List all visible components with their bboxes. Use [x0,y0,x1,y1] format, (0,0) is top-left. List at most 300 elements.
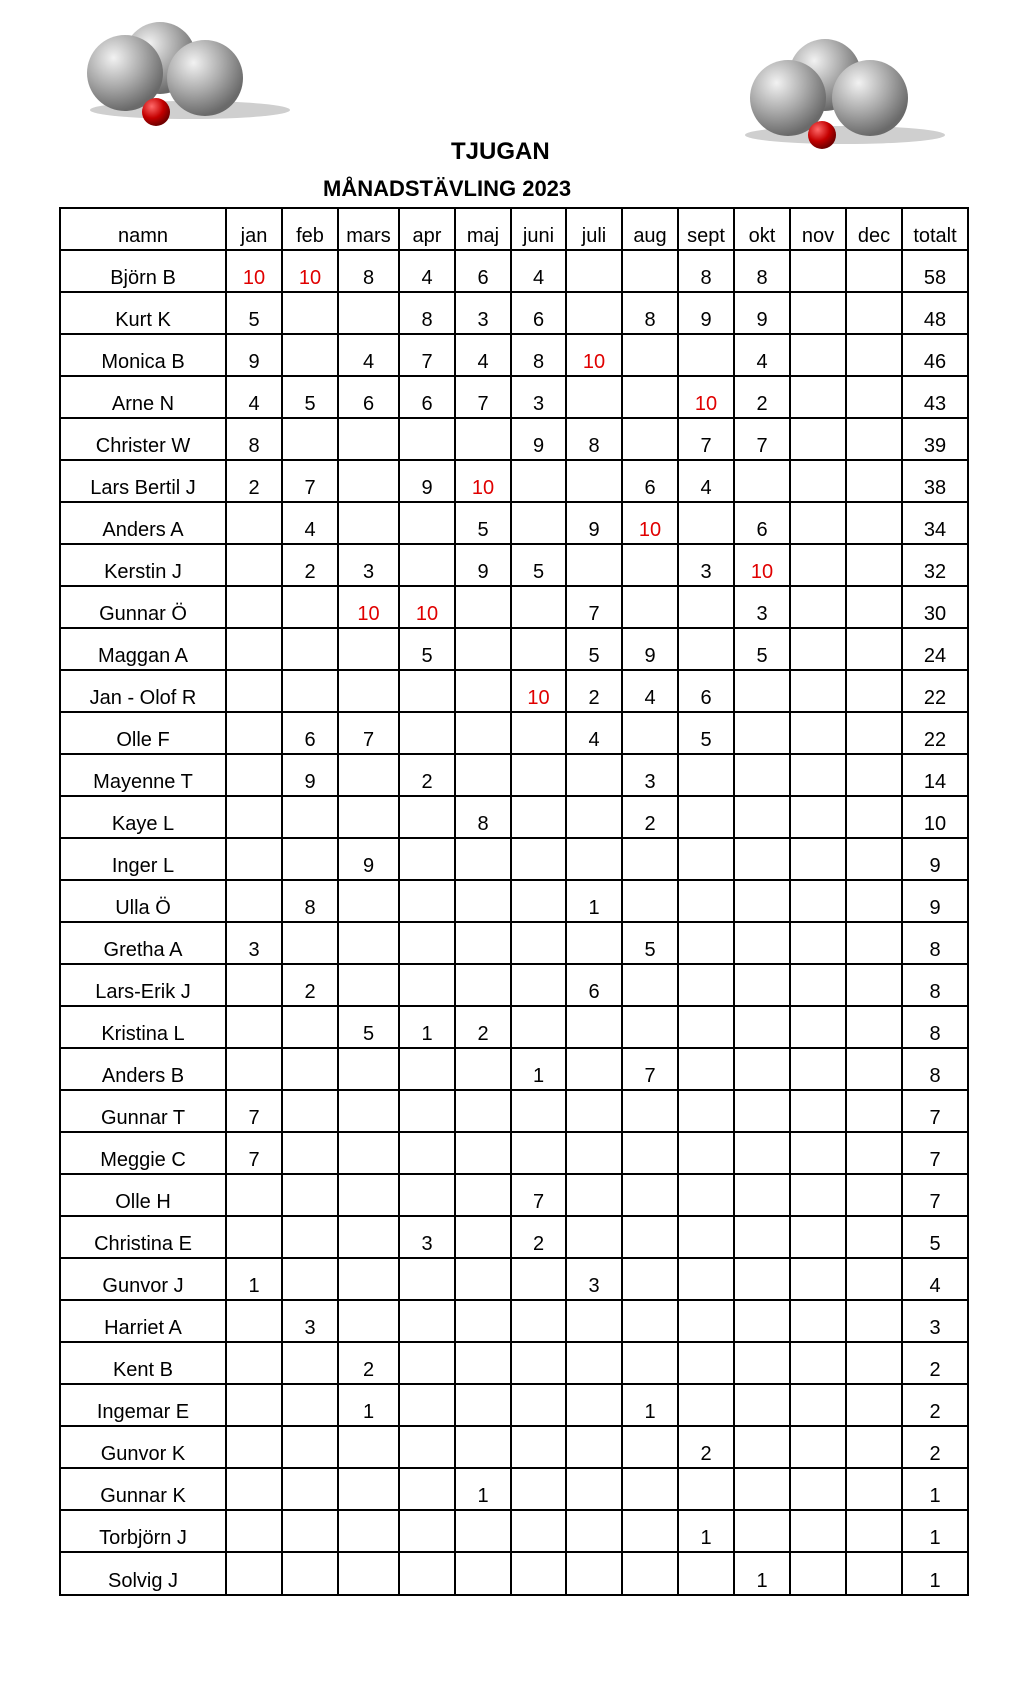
score-cell: 2 [338,1342,399,1384]
score-cell [678,1216,734,1258]
total-cell: 2 [902,1426,968,1468]
score-cell: 10 [511,670,566,712]
score-cell [846,502,902,544]
score-cell [622,250,678,292]
score-cell: 10 [399,586,455,628]
score-cell [282,1468,338,1510]
column-header-col8: aug [622,208,678,250]
score-cell [846,1258,902,1300]
column-header-col9: sept [678,208,734,250]
score-cell: 2 [511,1216,566,1258]
score-cell: 3 [622,754,678,796]
table-row [60,418,968,460]
petanque-balls-image [80,10,300,130]
score-cell: 10 [678,376,734,418]
score-cell [678,754,734,796]
table-row [60,754,968,796]
score-cell [790,586,846,628]
score-cell [282,1132,338,1174]
score-cell [226,1006,282,1048]
score-cell: 9 [678,292,734,334]
score-cell [846,1174,902,1216]
column-header-col13: totalt [902,208,968,250]
score-cell [678,334,734,376]
score-cell [282,628,338,670]
score-cell [790,1006,846,1048]
score-cell: 3 [678,544,734,586]
score-cell: 10 [622,502,678,544]
total-cell: 5 [902,1216,968,1258]
score-cell: 5 [511,544,566,586]
score-cell: 1 [226,1258,282,1300]
score-cell [846,1006,902,1048]
score-cell [282,1174,338,1216]
score-cell [566,1300,622,1342]
total-cell: 8 [902,1048,968,1090]
score-cell: 4 [678,460,734,502]
score-cell [566,1510,622,1552]
table-header-row [60,208,968,250]
table-row [60,502,968,544]
score-cell: 8 [678,250,734,292]
score-cell [399,1510,455,1552]
score-cell [566,838,622,880]
player-name: Olle H [60,1174,226,1216]
score-cell: 7 [338,712,399,754]
score-cell: 1 [511,1048,566,1090]
page-subtitle-text: MÅNADSTÄVLING 2023 [323,176,572,201]
score-cell [622,1426,678,1468]
total-cell: 14 [902,754,968,796]
score-cell: 7 [622,1048,678,1090]
score-cell [622,838,678,880]
score-cell: 7 [511,1174,566,1216]
score-cell [790,418,846,460]
score-cell [282,1384,338,1426]
score-cell [338,292,399,334]
score-cell [734,1342,790,1384]
score-cell [566,1468,622,1510]
table-row [60,670,968,712]
score-cell [678,586,734,628]
score-cell [399,922,455,964]
score-cell [734,754,790,796]
score-cell [678,1552,734,1595]
score-cell [511,1552,566,1595]
score-cell [678,1090,734,1132]
score-cell [846,922,902,964]
score-cell [790,1468,846,1510]
table-row [60,796,968,838]
player-name: Arne N [60,376,226,418]
score-cell [790,292,846,334]
score-cell [846,544,902,586]
player-name: Harriet A [60,1300,226,1342]
score-cell [734,712,790,754]
score-cell [566,544,622,586]
score-cell: 4 [566,712,622,754]
page-title-text: TJUGAN [451,138,550,165]
column-header-col7: juli [566,208,622,250]
score-cell: 4 [226,376,282,418]
score-cell [846,1552,902,1595]
total-cell: 34 [902,502,968,544]
score-cell [566,1552,622,1595]
score-cell [678,1384,734,1426]
score-cell: 9 [566,502,622,544]
score-cell [566,1090,622,1132]
score-cell [399,1552,455,1595]
score-cell [338,796,399,838]
total-cell: 9 [902,880,968,922]
score-cell [455,1174,511,1216]
score-cell [846,1090,902,1132]
score-cell [511,460,566,502]
score-cell [455,586,511,628]
score-cell [399,1174,455,1216]
total-cell: 4 [902,1258,968,1300]
score-cell: 7 [399,334,455,376]
score-cell: 9 [338,838,399,880]
score-cell [511,838,566,880]
score-cell [846,880,902,922]
player-name: Gunnar T [60,1090,226,1132]
table-row [60,334,968,376]
score-cell [566,796,622,838]
total-cell: 10 [902,796,968,838]
score-cell [282,1510,338,1552]
column-header-col12: dec [846,208,902,250]
player-name: Torbjörn J [60,1510,226,1552]
score-cell [846,334,902,376]
score-cell [511,712,566,754]
score-cell [455,1342,511,1384]
score-cell: 6 [399,376,455,418]
score-cell: 7 [734,418,790,460]
total-cell: 43 [902,376,968,418]
score-cell: 2 [226,460,282,502]
score-cell: 3 [226,922,282,964]
score-cell: 3 [734,586,790,628]
score-cell: 2 [678,1426,734,1468]
score-cell [622,712,678,754]
score-cell: 1 [622,1384,678,1426]
score-cell [846,586,902,628]
score-cell [399,1342,455,1384]
score-cell: 4 [282,502,338,544]
score-cell: 6 [678,670,734,712]
score-cell [846,1384,902,1426]
score-cell: 1 [455,1468,511,1510]
score-cell [678,1132,734,1174]
score-cell: 1 [734,1552,790,1595]
score-cell [399,670,455,712]
score-cell [566,1426,622,1468]
score-cell [790,1384,846,1426]
score-cell [566,1132,622,1174]
score-cell: 4 [734,334,790,376]
player-name: Gunvor K [60,1426,226,1468]
score-cell [790,376,846,418]
score-cell [846,1216,902,1258]
score-cell [846,418,902,460]
score-cell [566,1216,622,1258]
score-cell [566,1174,622,1216]
score-cell: 9 [226,334,282,376]
score-cell [734,922,790,964]
score-cell: 3 [338,544,399,586]
score-cell: 2 [734,376,790,418]
player-name: Björn B [60,250,226,292]
score-cell: 5 [734,628,790,670]
total-cell: 9 [902,838,968,880]
score-cell [734,1384,790,1426]
total-cell: 58 [902,250,968,292]
score-cell [790,1426,846,1468]
score-cell: 8 [455,796,511,838]
player-name: Lars-Erik J [60,964,226,1006]
score-cell [790,1342,846,1384]
table-row [60,964,968,1006]
score-cell [622,1300,678,1342]
score-cell [338,1552,399,1595]
score-cell: 10 [226,250,282,292]
score-cell [399,1468,455,1510]
score-cell [846,1132,902,1174]
score-cell [399,502,455,544]
score-cell [846,460,902,502]
score-cell [282,1258,338,1300]
player-name: Anders B [60,1048,226,1090]
score-cell [622,1132,678,1174]
score-cell [455,880,511,922]
score-cell: 6 [455,250,511,292]
player-name: Christina E [60,1216,226,1258]
score-cell: 3 [399,1216,455,1258]
score-cell [399,1132,455,1174]
table-row [60,1510,968,1552]
score-cell [455,1300,511,1342]
score-cell: 8 [566,418,622,460]
column-header-col2: feb [282,208,338,250]
score-cell [678,880,734,922]
results-table [59,207,969,1596]
table-row [60,544,968,586]
table-row [60,1132,968,1174]
score-cell [338,670,399,712]
score-cell [678,628,734,670]
table-row [60,292,968,334]
total-cell: 32 [902,544,968,586]
score-cell [226,712,282,754]
score-cell [338,754,399,796]
score-cell [734,1426,790,1468]
total-cell: 7 [902,1132,968,1174]
column-header-col11: nov [790,208,846,250]
score-cell: 8 [511,334,566,376]
score-cell [511,1342,566,1384]
table-row [60,1216,968,1258]
score-cell: 8 [734,250,790,292]
score-cell [226,1552,282,1595]
total-cell: 2 [902,1342,968,1384]
table-row [60,628,968,670]
score-cell [790,1048,846,1090]
score-cell [790,754,846,796]
table-row [60,1342,968,1384]
score-cell [846,670,902,712]
score-cell [790,712,846,754]
score-cell [566,1048,622,1090]
score-cell [226,1216,282,1258]
score-cell [734,1510,790,1552]
score-cell [455,1552,511,1595]
score-cell [338,1132,399,1174]
score-cell: 1 [566,880,622,922]
player-name: Meggie C [60,1132,226,1174]
score-cell [226,754,282,796]
score-cell [455,628,511,670]
score-cell [455,1090,511,1132]
score-cell [678,922,734,964]
score-cell [622,1006,678,1048]
score-cell [226,544,282,586]
score-cell: 9 [622,628,678,670]
score-cell: 8 [282,880,338,922]
score-cell [790,628,846,670]
score-cell: 7 [282,460,338,502]
score-cell [455,964,511,1006]
score-cell [734,1006,790,1048]
score-cell [846,712,902,754]
score-cell [622,1510,678,1552]
score-cell [734,1300,790,1342]
score-cell [790,460,846,502]
score-cell [622,1468,678,1510]
player-name: Kristina L [60,1006,226,1048]
score-cell [282,1552,338,1595]
score-cell [622,1216,678,1258]
table-row [60,880,968,922]
score-cell: 10 [455,460,511,502]
score-cell [790,1300,846,1342]
score-cell: 9 [511,418,566,460]
score-cell: 8 [226,418,282,460]
score-cell: 7 [566,586,622,628]
table-row [60,1468,968,1510]
score-cell [399,1426,455,1468]
score-cell [566,250,622,292]
score-cell [338,1300,399,1342]
total-cell: 38 [902,460,968,502]
player-name: Inger L [60,838,226,880]
score-cell [734,1174,790,1216]
score-cell: 5 [678,712,734,754]
score-cell [678,1468,734,1510]
player-name: Kent B [60,1342,226,1384]
score-cell [226,1174,282,1216]
score-cell [226,964,282,1006]
score-cell [846,964,902,1006]
score-cell [511,1468,566,1510]
table-row [60,1300,968,1342]
score-cell [226,880,282,922]
total-cell: 8 [902,1006,968,1048]
column-header-col4: apr [399,208,455,250]
score-cell [511,1132,566,1174]
score-cell [282,292,338,334]
score-cell [282,1342,338,1384]
score-cell [846,1048,902,1090]
score-cell: 9 [399,460,455,502]
score-cell [226,1300,282,1342]
score-cell [455,754,511,796]
score-cell [226,1426,282,1468]
score-cell: 6 [734,502,790,544]
score-cell [566,376,622,418]
score-cell: 5 [455,502,511,544]
player-name: Christer W [60,418,226,460]
score-cell [226,1048,282,1090]
score-cell [511,628,566,670]
column-header-col1: jan [226,208,282,250]
score-cell [678,838,734,880]
score-cell [282,1006,338,1048]
petanque-balls-image [730,35,950,155]
score-cell: 4 [399,250,455,292]
score-cell [566,1342,622,1384]
score-cell [511,922,566,964]
score-cell [790,1510,846,1552]
table-row [60,1552,968,1595]
score-cell: 2 [399,754,455,796]
score-cell [282,1048,338,1090]
score-cell [622,418,678,460]
score-cell [282,796,338,838]
score-cell [790,1216,846,1258]
score-cell: 5 [566,628,622,670]
score-cell: 9 [455,544,511,586]
score-cell [846,796,902,838]
table-row [60,460,968,502]
score-cell [226,838,282,880]
score-cell [511,502,566,544]
score-cell: 6 [338,376,399,418]
score-cell: 5 [399,628,455,670]
score-cell: 3 [566,1258,622,1300]
score-cell [511,1090,566,1132]
score-cell [399,712,455,754]
score-cell [734,1216,790,1258]
score-cell [622,376,678,418]
score-cell [282,1426,338,1468]
score-cell: 3 [511,376,566,418]
score-cell [399,838,455,880]
score-cell [734,880,790,922]
score-cell: 4 [622,670,678,712]
score-cell [622,1090,678,1132]
total-cell: 30 [902,586,968,628]
score-cell [566,1384,622,1426]
table-row [60,1048,968,1090]
score-cell [678,1300,734,1342]
score-cell: 5 [622,922,678,964]
player-name: Mayenne T [60,754,226,796]
score-cell: 1 [678,1510,734,1552]
score-cell [734,964,790,1006]
score-cell [511,796,566,838]
column-header-col5: maj [455,208,511,250]
